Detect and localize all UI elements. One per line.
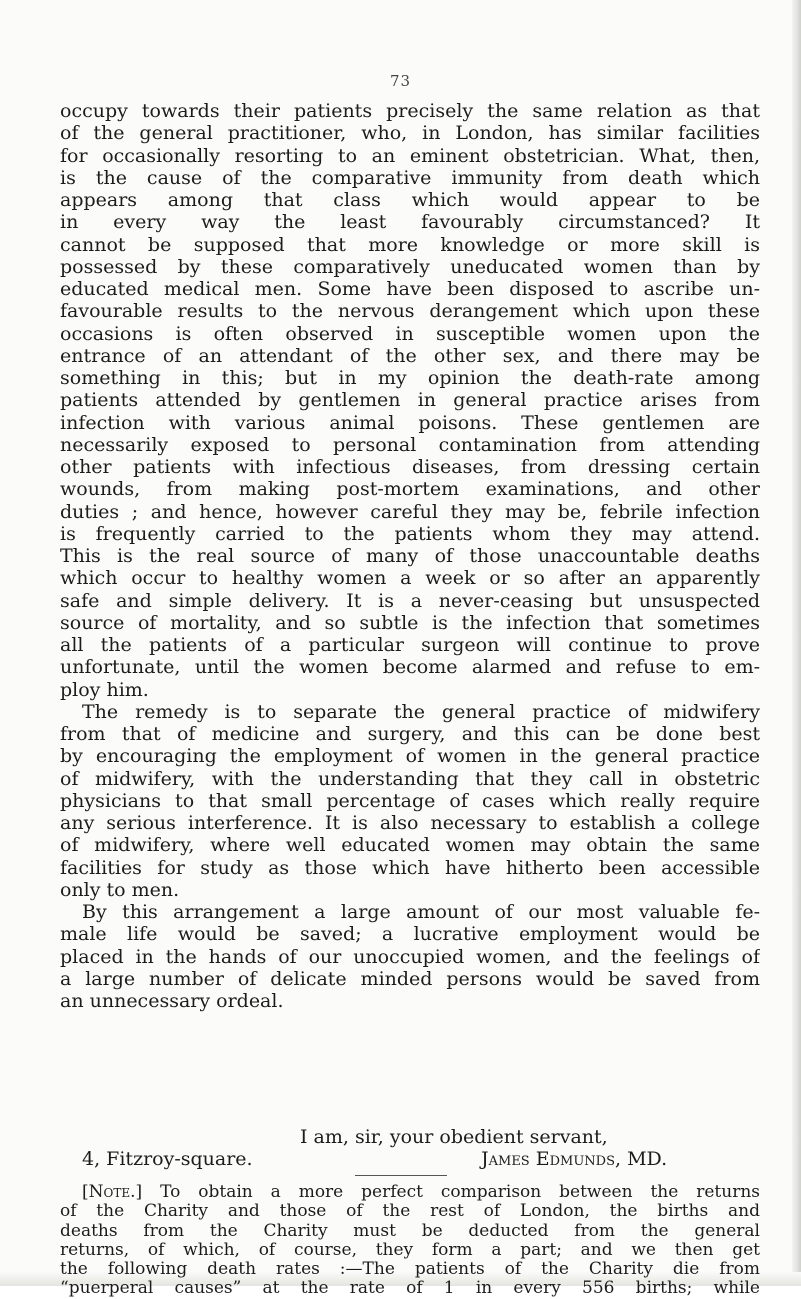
body-line: cannot be supposed that more knowledge or more skill is bbox=[60, 233, 760, 256]
body-line: ploy him. bbox=[60, 678, 149, 701]
body-line: which occur to healthy women a week or so after an apparently bbox=[60, 567, 760, 590]
body-line: for occasionally resorting to an eminent obstetrician. What, then, bbox=[60, 144, 760, 167]
body-line: facilities for study as those which have hitherto been accessible bbox=[60, 856, 760, 879]
page-number: 73 bbox=[389, 72, 412, 90]
note-line: deaths from the Charity must be deducted from the general bbox=[60, 1221, 760, 1241]
body-line: male life would be saved; a lucrative employment would be bbox=[60, 923, 760, 946]
body-line: is frequently carried to the patients whom they may attend. bbox=[60, 522, 760, 545]
body-line: of midwifery, with the understanding that they call in obstetric bbox=[60, 767, 760, 790]
note-label: [Note.] bbox=[82, 1183, 143, 1202]
note-line: the following death rates :—The patients of the Charity die from bbox=[60, 1260, 760, 1280]
body-line: safe and simple delivery. It is a never-ceasing but unsuspected bbox=[60, 589, 760, 612]
body-line: a large number of delicate minded persons would be saved from bbox=[60, 967, 760, 990]
body-line: any serious interference. It is also necessary to establish a college bbox=[60, 812, 760, 834]
body-line: all the patients of a particular surgeon will continue to prove bbox=[60, 634, 760, 656]
body-line: something in this; but in my opinion the death-rate among bbox=[60, 367, 760, 389]
body-line: only to men. bbox=[60, 878, 180, 901]
body-line: source of mortality, and so subtle is the infection that sometimes bbox=[60, 611, 760, 634]
body-line: wounds, from making post-mortem examinations, and other bbox=[60, 478, 760, 501]
body-line: appears among that class which would appear to be bbox=[60, 189, 760, 211]
editorial-note bbox=[60, 1183, 760, 1299]
body-line: This is the real source of many of those unaccountable deaths bbox=[60, 545, 760, 567]
note-line: returns, of which, of course, they form a part; and we then get bbox=[60, 1240, 760, 1260]
closing-salutation: I am, sir, your obedient servant, bbox=[300, 1126, 608, 1148]
body-line: physicians to that small percentage of cases which really require bbox=[60, 789, 760, 812]
page-edge-shadow bbox=[792, 0, 801, 1286]
body-line: patients attended by gentlemen in general practice arises from bbox=[60, 389, 760, 412]
body-line: from that of medicine and surgery, and this can be done best bbox=[60, 723, 760, 745]
body-line: occasions is often observed in susceptible women upon the bbox=[60, 322, 760, 345]
body-line: by encouraging the employment of women in the general practice bbox=[60, 745, 760, 768]
body-line: unfortunate, until the women become alarmed and refuse to em- bbox=[60, 656, 760, 679]
note-line bbox=[60, 1183, 760, 1202]
body-line: educated medical men. Some have been disposed to ascribe un- bbox=[60, 278, 760, 300]
body-line: an unnecessary ordeal. bbox=[60, 990, 284, 1012]
body-line: is the cause of the comparative immunity from death which bbox=[60, 166, 760, 189]
body-line: infection with various animal poisons. These gentlemen are bbox=[60, 411, 760, 434]
body-line: By this arrangement a large amount of our most valuable fe- bbox=[82, 901, 760, 923]
letter-body bbox=[60, 100, 760, 1012]
note-line-text: To obtain a more perfect comparison between the returns bbox=[160, 1183, 760, 1202]
body-line: duties ; and hence, however careful they may be, febrile infection bbox=[60, 500, 760, 523]
body-line: placed in the hands of our unoccupied women, and the feelings of bbox=[60, 945, 760, 968]
sender-address: 4, Fitzroy-square. bbox=[82, 1148, 253, 1170]
note-line: “puerperal causes” at the rate of 1 in every 556 births; while bbox=[60, 1279, 760, 1299]
body-line: occupy towards their patients precisely the same relation as that bbox=[60, 100, 760, 122]
body-line: entrance of an attendant of the other sex, and there may be bbox=[60, 344, 760, 367]
body-line: possessed by these comparatively uneducated women than by bbox=[60, 255, 760, 278]
body-line: other patients with infectious diseases, from dressing certain bbox=[60, 456, 760, 478]
body-line: favourable results to the nervous derangement which upon these bbox=[60, 300, 760, 323]
sender-signature: James Edmunds, MD. bbox=[481, 1148, 668, 1170]
section-divider bbox=[355, 1175, 447, 1176]
body-line: The remedy is to separate the general practice of midwifery bbox=[82, 700, 760, 723]
body-line: necessarily exposed to personal contamination from attending bbox=[60, 433, 760, 456]
body-line: in every way the least favourably circumstanced? It bbox=[60, 211, 760, 234]
note-line: of the Charity and those of the rest of London, the births and bbox=[60, 1202, 760, 1222]
body-line: of the general practitioner, who, in London, has similar facilities bbox=[60, 122, 760, 145]
body-line: of midwifery, where well educated women may obtain the same bbox=[60, 834, 760, 857]
